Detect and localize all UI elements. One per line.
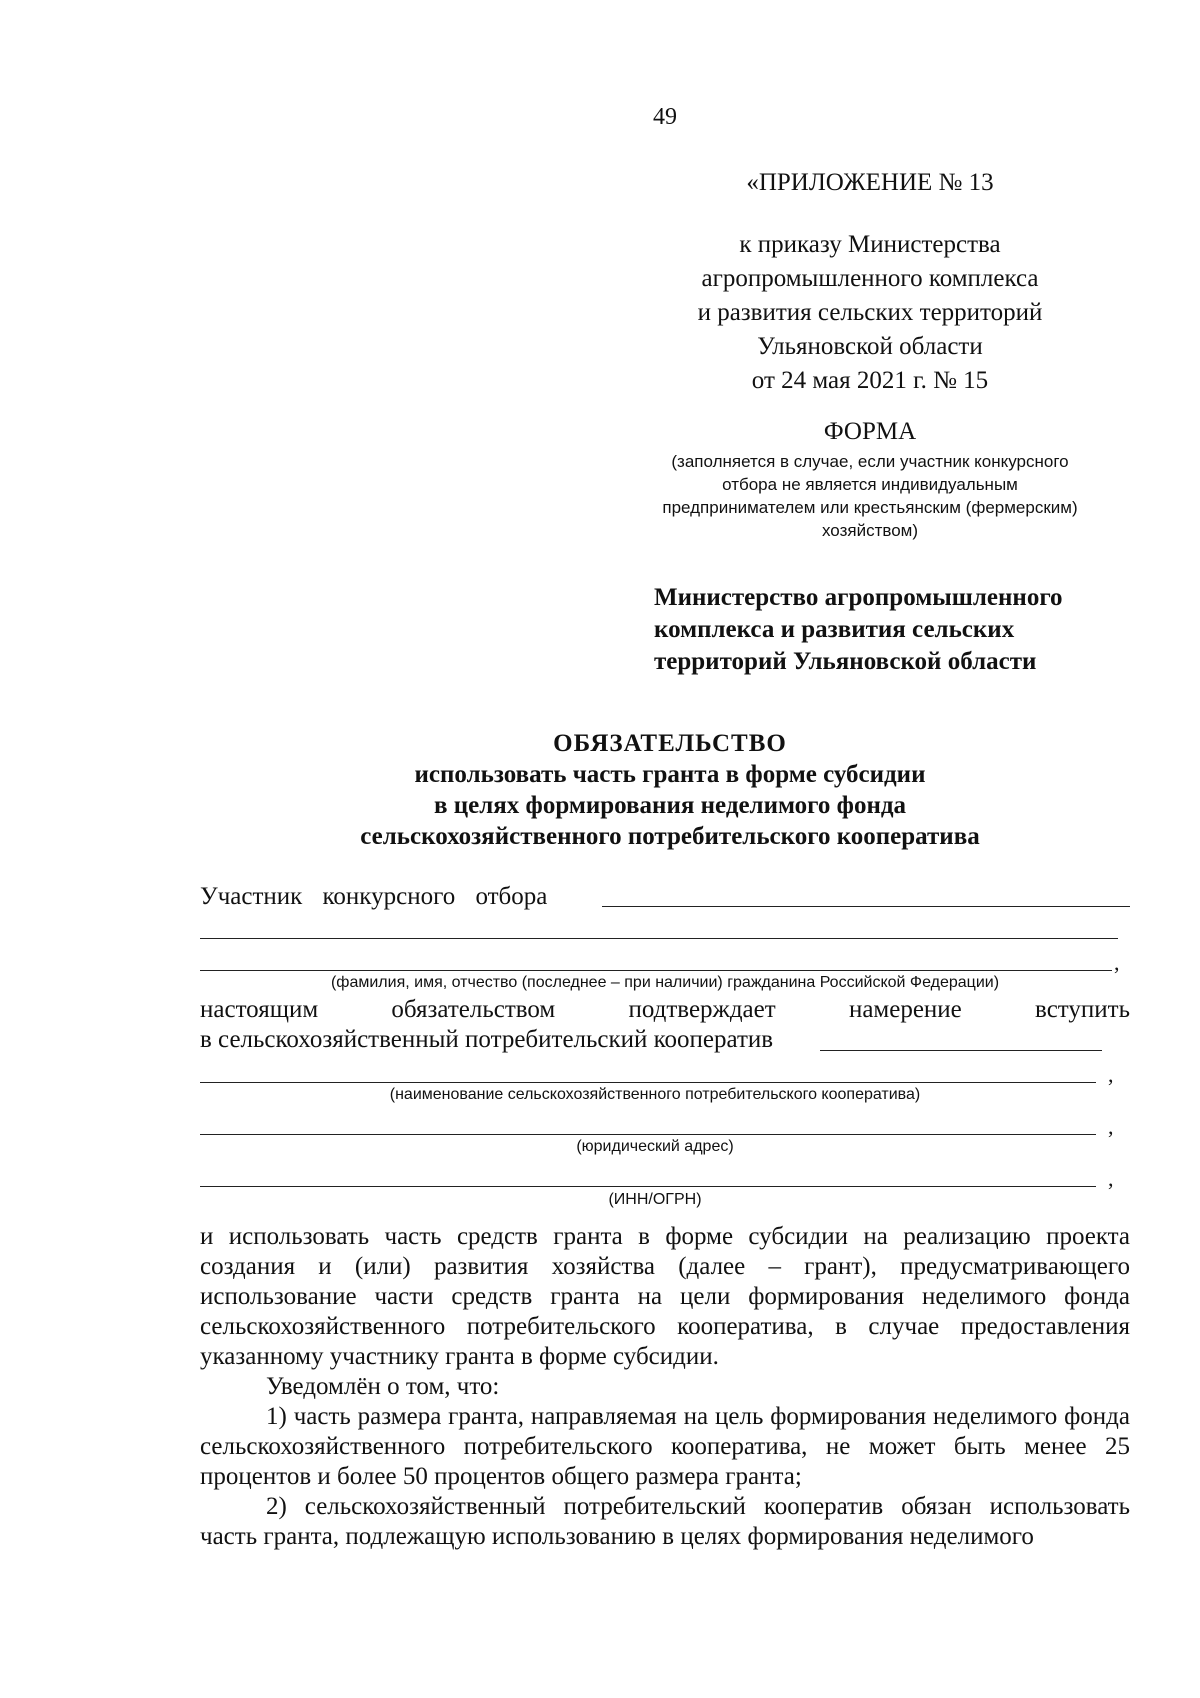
confirm-word: обязательством — [391, 996, 556, 1023]
confirm-word: подтверждает — [628, 996, 776, 1023]
appendix-line: и развития сельских территорий — [697, 299, 1043, 326]
participant-label: Участник конкурсного отбора — [200, 883, 548, 910]
form-title: ФОРМА — [823, 418, 917, 445]
form-note-line: отбора не является индивидуальным — [722, 475, 1018, 494]
appendix-line: от 24 мая 2021 г. № 15 — [751, 367, 989, 394]
confirm-word: настоящим — [200, 996, 319, 1023]
legal-address-caption: (юридический адрес) — [576, 1138, 734, 1155]
obligation-subheading: использовать часть гранта в форме субсидии — [414, 761, 926, 788]
appendix-line: агропромышленного комплекса — [701, 265, 1039, 292]
legal-address-field[interactable] — [200, 1134, 1096, 1135]
appendix-line: к приказу Министерства — [739, 231, 1001, 258]
obligation-subheading: сельскохозяйственного потребительского кооператива — [360, 823, 980, 850]
addressee-line: территорий Ульяновской области — [654, 648, 1037, 675]
participant-field-line-2[interactable] — [200, 938, 1118, 939]
coop-field[interactable] — [820, 1050, 1102, 1051]
appendix-line: Ульяновской области — [757, 333, 983, 360]
appendix-title: «ПРИЛОЖЕНИЕ № 13 — [746, 169, 994, 196]
notified-line: Уведомлён о том, что: — [266, 1373, 500, 1400]
name-caption: (фамилия, имя, отчество (последнее – при наличии) гражданина Российской Федерации) — [330, 974, 1000, 991]
form-note-line: (заполняется в случае, если участник конкурсного — [671, 452, 1069, 471]
participant-field-line-3[interactable] — [200, 970, 1112, 971]
body-paragraph: и использовать часть средств гранта в форме субсидии на реализацию проекта создания и (или) развития хозяйства (далее – грант), предусматривающего использование части средств гранта на цели формирования неделимого фонда сельскохозяйственного потребительского кооператива, в случае предоставления указанному участнику гранта в форме субсидии. — [200, 1223, 1130, 1370]
obligation-heading: ОБЯЗАТЕЛЬСТВО — [553, 730, 787, 757]
comma: , — [1108, 1166, 1114, 1191]
form-note — [630, 450, 1110, 542]
inn-caption: (ИНН/ОГРН) — [608, 1191, 702, 1208]
comma: , — [1108, 1062, 1114, 1087]
list-item: 2) сельскохозяйственный потребительский кооператив обязан использовать часть гранта, подлежащую использованию в целях формирования неделимого — [200, 1493, 1130, 1550]
inn-field[interactable] — [200, 1186, 1096, 1187]
addressee-block — [654, 582, 1124, 678]
coop-name-caption: (наименование сельскохозяйственного потребительского кооператива) — [389, 1086, 921, 1103]
form-note-line: хозяйством) — [822, 521, 918, 540]
confirm-word: вступить — [1035, 996, 1130, 1023]
comma: , — [1114, 950, 1120, 975]
obligation-subheading: в целях формирования неделимого фонда — [433, 792, 907, 819]
comma: , — [1108, 1114, 1114, 1139]
form-note-line: предпринимателем или крестьянским (фермерским) — [662, 498, 1078, 517]
page-number: 49 — [653, 104, 677, 130]
confirm-word: намерение — [848, 996, 962, 1023]
participant-field[interactable] — [602, 906, 1130, 907]
addressee-line: комплекса и развития сельских — [654, 616, 1015, 643]
list-item: 1) часть размера гранта, направляемая на цель формирования неделимого фонда сельскохозяйственного потребительского кооператива, не может быть менее 25 процентов и более 50 процентов общего размера гранта; — [200, 1403, 1130, 1490]
appendix-reference — [640, 228, 1100, 398]
form-header — [630, 416, 1110, 542]
obligation-title — [200, 728, 1140, 852]
confirm-line — [200, 996, 1130, 1024]
addressee-line: Министерство агропромышленного — [654, 584, 1063, 611]
coop-name-field[interactable] — [200, 1082, 1096, 1083]
coop-label: в сельскохозяйственный потребительский кооператив — [200, 1026, 774, 1053]
